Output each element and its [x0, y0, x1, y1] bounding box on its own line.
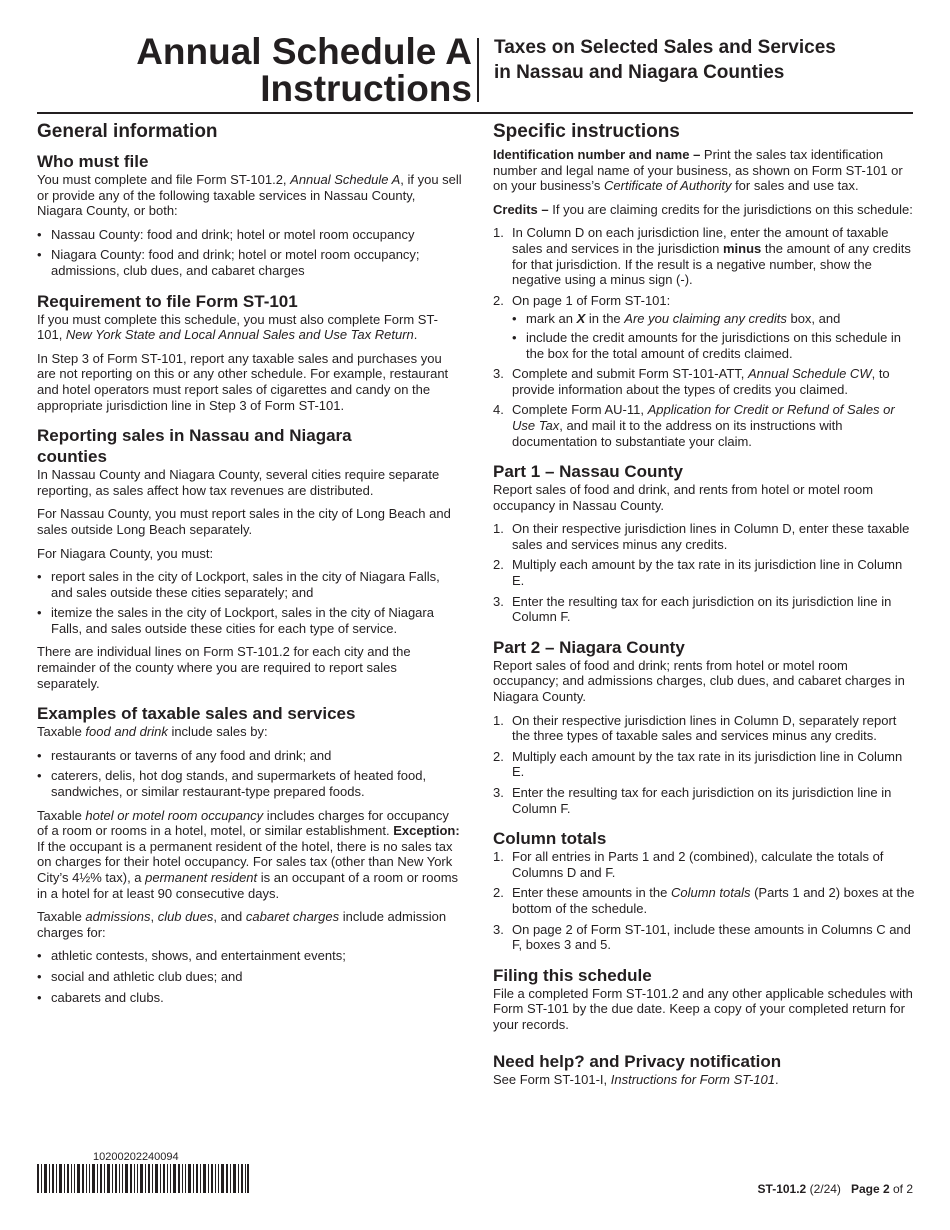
subtitle-line-1: Taxes on Selected Sales and Services [494, 37, 836, 58]
list-item: 3. Enter the resulting tax for each jurisdiction on its jurisdiction line in Column F. [493, 785, 892, 816]
credits-list [493, 225, 915, 449]
identification-text: Identification number and name – Print the sales tax identification number and legal name of your business, as shown on Form ST-101 or on your business’s Certificate of Authority for sales and use tax. [493, 147, 903, 194]
left-column [37, 120, 462, 1013]
title-line-1: Annual Schedule A [136, 31, 472, 72]
filing-text: File a completed Form ST-101.2 and any other applicable schedules with Form ST-101 by the due date. Keep a copy of your completed return for your records. [493, 985, 913, 1032]
list-item: • restaurants or taverns of any food and drink; and [37, 748, 462, 764]
list-item: • cabarets and clubs. [37, 990, 462, 1006]
part2-heading: Part 2 – Niagara County [493, 637, 685, 657]
document-title [136, 33, 472, 107]
specific-instructions-heading: Specific instructions [493, 121, 680, 142]
list-item: 2. On page 1 of Form ST-101: • mark an X in the Are you claiming any credits box, and • include the credit amounts for the jurisdictions on this schedule in the box for the total amount of credits claimed. [493, 293, 915, 361]
list-item: • Niagara County: food and drink; hotel or motel room occupancy; admissions, club dues, and cabaret charges [37, 247, 462, 278]
list-item: 3. Enter the resulting tax for each jurisdiction on its jurisdiction line in Column F. [493, 593, 892, 625]
who-must-file-list [37, 227, 462, 279]
requirement-text-2: In Step 3 of Form ST-101, report any taxable sales and purchases you are not reporting on this or any other schedule. For example, restaurant and hotel operators must report sales of cigarettes and candy on the appropriate jurisdiction line in Step 3 of Form ST-101. [37, 350, 449, 413]
barcode-icon [37, 1164, 249, 1193]
reporting-text-4: There are individual lines on Form ST-101.2 for each city and the remainder of the county where you are required to report sales separately. [37, 644, 411, 691]
list-item: • include the credit amounts for the jurisdictions on this schedule in the box for the total amount of credits claimed. [512, 330, 915, 361]
who-must-file-heading: Who must file [37, 152, 149, 171]
reporting-text-2: For Nassau County, you must report sales in the city of Long Beach and sales outside Long Beach separately. [37, 506, 451, 537]
list-item: 2. Multiply each amount by the tax rate in its jurisdiction line in Column E. [493, 557, 903, 589]
admissions-list [37, 948, 462, 1005]
list-item: • mark an X in the Are you claiming any credits box, and [512, 311, 915, 327]
reporting-sales-heading: Reporting sales in Nassau and Niagara counties [37, 426, 352, 467]
list-item: • social and athletic club dues; and [37, 969, 462, 985]
food-drink-list [37, 748, 462, 800]
part1-intro: Report sales of food and drink, and rents from hotel or motel room occupancy in Nassau County. [493, 482, 874, 513]
general-information-heading: General information [37, 121, 218, 142]
part2-intro: Report sales of food and drink; rents from hotel or motel room occupancy; and admissions charges, club dues, and cabaret charges in Niagara County. [493, 657, 905, 705]
part1-heading: Part 1 – Nassau County [493, 462, 683, 482]
reporting-text-1: In Nassau County and Niagara County, several cities require separate reporting, as sales affect how tax revenues are distributed. [37, 467, 440, 498]
help-text: See Form ST-101-I, Instructions for Form ST-101. [493, 1071, 779, 1087]
examples-text-3: Taxable admissions, club dues, and cabaret charges include admission charges for: [37, 909, 447, 940]
list-item: 1. On their respective jurisdiction lines in Column D, separately report the three types of taxable sales and services minus any credits. [493, 712, 897, 744]
requirement-heading: Requirement to file Form ST-101 [37, 291, 298, 311]
barcode-number: 10200202240094 [93, 1151, 179, 1163]
who-must-file-text: You must complete and file Form ST-101.2, Annual Schedule A, if you sell or provide any of the following taxable services in Nassau County, Niagara County, or both: [37, 172, 462, 219]
list-item: • Nassau County: food and drink; hotel or motel room occupancy [37, 227, 462, 243]
filing-heading: Filing this schedule [493, 965, 652, 985]
list-item: 1. On their respective jurisdiction lines in Column D, enter these taxable sales and services minus any credits. [493, 521, 910, 552]
requirement-text-1: If you must complete this schedule, you must also complete Form ST-101, New York State and Local Annual Sales and Use Tax Return. [37, 311, 438, 343]
page-footer: ST-101.2 (2/24) Page 2 of 2 [757, 1182, 913, 1196]
subtitle-line-2: in Nassau and Niagara Counties [494, 62, 785, 83]
header-divider [477, 38, 479, 102]
list-item: • athletic contests, shows, and entertainment events; [37, 948, 462, 964]
help-heading: Need help? and Privacy notification [493, 1051, 782, 1071]
list-item: 1. In Column D on each jurisdiction line, enter the amount of taxable sales and services in the jurisdiction minus the amount of any credits for that jurisdiction. If the result is a negative number, show the negative using a minus sign (-). [493, 225, 911, 288]
column-totals-heading: Column totals [493, 829, 607, 849]
examples-text-1: Taxable food and drink include sales by: [37, 724, 268, 740]
header-rule [37, 112, 913, 114]
list-item: 1. For all entries in Parts 1 and 2 (combined), calculate the totals of Columns D and F. [493, 849, 884, 880]
list-item: 4. Complete Form AU-11, Application for Credit or Refund of Sales or Use Tax, and mail it to the address on its instructions with documentation to substantiate your claim. [493, 402, 895, 449]
list-item: 2. Enter these amounts in the Column totals (Parts 1 and 2) boxes at the bottom of the schedule. [493, 885, 915, 916]
credits-sub-list [512, 311, 915, 361]
part2-list [493, 713, 915, 817]
list-item: • caterers, delis, hot dog stands, and supermarkets of heated food, sandwiches, or similar restaurant-type prepared foods. [37, 768, 462, 799]
reporting-list [37, 569, 462, 636]
document-subtitle [494, 35, 914, 85]
credits-text: Credits – If you are claiming credits for the jurisdictions on this schedule: [493, 201, 913, 217]
part1-list [493, 521, 915, 625]
list-item: • report sales in the city of Lockport, sales in the city of Niagara Falls, and sales outside these cities separately; and [37, 569, 462, 600]
title-line-2: Instructions [260, 68, 472, 109]
list-item: 3. On page 2 of Form ST-101, include these amounts in Columns C and F, boxes 3 and 5. [493, 921, 911, 953]
examples-text-2: Taxable hotel or motel room occupancy includes charges for occupancy of a room or rooms in a hotel, motel, or similar establishment. Exception: If the occupant is a permanent resident of the hotel, there is no sales tax on charges for their hotel occupancy. For sales tax (other than New York City’s 4½% tax), a permanent resident is an occupant of a room or rooms in a hotel for at least 90 consecutive days. [37, 807, 460, 901]
list-item: 2. Multiply each amount by the tax rate in its jurisdiction line in Column E. [493, 748, 903, 780]
right-column [493, 120, 915, 1095]
examples-heading: Examples of taxable sales and services [37, 704, 356, 724]
reporting-text-3: For Niagara County, you must: [37, 545, 214, 561]
column-totals-list [493, 849, 915, 953]
list-item: 3. Complete and submit Form ST-101-ATT, Annual Schedule CW, to provide information about the types of credits you claimed. [493, 366, 890, 397]
list-item: • itemize the sales in the city of Lockport, sales in the city of Niagara Falls, and sales outside these cities for each type of service. [37, 605, 462, 636]
